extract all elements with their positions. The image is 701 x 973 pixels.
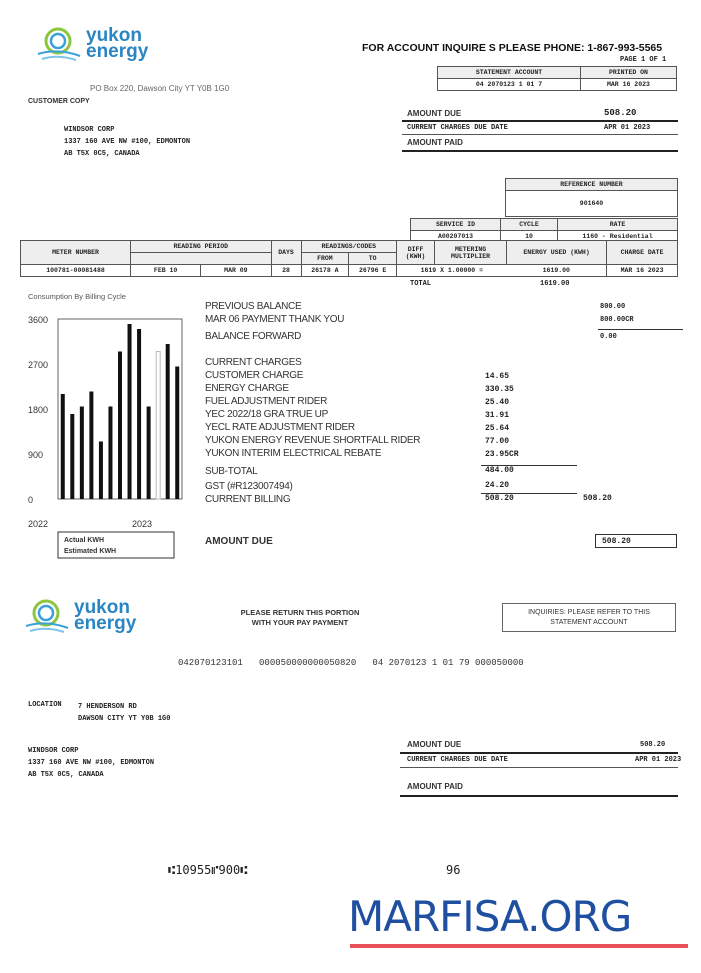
printed-on-header: PRINTED ON xyxy=(580,67,676,79)
readings-header: READINGS/CODES xyxy=(301,241,397,253)
customer-address-line: AB T5X 0C5, CANADA xyxy=(64,150,140,158)
charge-item-label: YECL RATE ADJUSTMENT RIDER xyxy=(205,422,355,433)
amount-due-label-2: AMOUNT DUE xyxy=(205,536,273,547)
multiplier-header: METERING MULTIPLIER xyxy=(435,241,507,265)
days: 28 xyxy=(271,265,301,277)
micr-number: 96 xyxy=(446,863,461,877)
diff-header: DIFF (KWH) xyxy=(397,241,435,265)
charge-item-amount: 14.65 xyxy=(485,372,510,381)
diff-multiplier: 1619 X 1.00000 = xyxy=(397,265,507,277)
y-tick-label: 900 xyxy=(28,450,44,460)
bar-actual xyxy=(61,394,65,499)
divider xyxy=(402,150,678,152)
bar-actual xyxy=(89,392,93,500)
total-label: TOTAL xyxy=(410,280,432,288)
y-tick-label: 1800 xyxy=(28,405,49,415)
reading-period-header: READING PERIOD xyxy=(131,241,272,253)
bar-actual xyxy=(137,329,141,499)
period-start: FEB 10 xyxy=(131,265,201,277)
charge-item-amount: 77.00 xyxy=(485,437,510,446)
current-billing-label: CURRENT BILLING xyxy=(205,494,291,505)
to-header: TO xyxy=(349,253,397,265)
customer-address-line: 1337 160 AVE NW #100, EDMONTON xyxy=(64,138,191,146)
bar-actual xyxy=(70,414,74,499)
bar-actual xyxy=(175,367,179,500)
reading-from: 26178 A xyxy=(301,265,349,277)
printed-on: MAR 16 2023 xyxy=(580,79,676,91)
customer-address xyxy=(64,124,190,160)
bar-actual xyxy=(108,407,112,500)
logo-text: yukon xyxy=(74,597,130,618)
subtotal-label: SUB-TOTAL xyxy=(205,466,258,477)
cycle: 10 xyxy=(501,231,558,243)
consumption-chart xyxy=(20,305,190,575)
previous-item-amount: 800.00CR xyxy=(600,316,634,324)
from-header: FROM xyxy=(301,253,349,265)
legend-entry: Estimated KWH xyxy=(64,548,117,555)
divider xyxy=(400,795,678,797)
bar-actual xyxy=(99,442,103,500)
energy-used: 1619.00 xyxy=(507,265,607,277)
charge-item-label: YUKON ENERGY REVENUE SHORTFALL RIDER xyxy=(205,435,421,446)
statement-table xyxy=(437,66,677,91)
logo-text: yukon xyxy=(86,25,142,46)
po-box: PO Box 220, Dawson City YT Y0B 1G0 xyxy=(90,84,230,93)
charge-item-amount: 330.35 xyxy=(485,385,514,394)
customer-name: WINDSOR CORP xyxy=(64,126,115,134)
period-end: MAR 09 xyxy=(201,265,271,277)
yukon-energy-logo xyxy=(36,26,148,62)
reference-table xyxy=(505,178,678,217)
previous-item-label: MAR 06 PAYMENT THANK YOU xyxy=(205,314,345,325)
meter-table xyxy=(20,240,678,277)
previous-item-amount: 0.00 xyxy=(600,333,617,341)
yukon-energy-logo-stub xyxy=(24,598,136,634)
location-address: 7 HENDERSON RD DAWSON CITY YT Y0B 1G0 xyxy=(78,703,171,723)
divider xyxy=(400,752,678,754)
return-notice: PLEASE RETURN THIS PORTION WITH YOUR PAY PAYMENT xyxy=(240,608,360,627)
y-tick-label: 2700 xyxy=(28,360,49,370)
due-date-stub: APR 01 2023 xyxy=(635,756,682,764)
charge-item-amount: 25.40 xyxy=(485,398,510,407)
due-date-label: CURRENT CHARGES DUE DATE xyxy=(407,124,508,132)
amount-due-label: AMOUNT DUE xyxy=(407,109,462,118)
service-id: A00207013 xyxy=(411,231,501,243)
charge-item-amount: 31.91 xyxy=(485,411,510,420)
logo-swirl-icon xyxy=(24,598,70,634)
current-charges-heading: CURRENT CHARGES xyxy=(205,357,302,368)
logo-swirl-icon xyxy=(36,26,82,62)
bar-actual xyxy=(80,407,84,500)
customer-copy-label: CUSTOMER COPY xyxy=(28,98,90,105)
amount-due-stub: 508.20 xyxy=(640,741,666,749)
service-id-header: SERVICE ID xyxy=(411,219,501,231)
statement-account: 04 2070123 1 01 7 xyxy=(438,79,581,91)
meter-number-header: METER NUMBER xyxy=(21,241,131,265)
previous-item-amount: 800.00 xyxy=(600,303,626,311)
reference-number: 901640 xyxy=(506,191,678,217)
charge-item-amount: 23.95CR xyxy=(485,450,519,459)
charge-item-label: YUKON INTERIM ELECTRICAL REBATE xyxy=(205,448,382,459)
page-number: PAGE 1 OF 1 xyxy=(620,56,667,64)
divider xyxy=(598,329,683,330)
charge-item-label: ENERGY CHARGE xyxy=(205,383,289,394)
amount-due: 508.20 xyxy=(604,108,637,118)
reading-to: 26796 E xyxy=(349,265,397,277)
gst-label: GST (#R123007494) xyxy=(205,481,293,492)
due-date: APR 01 2023 xyxy=(604,124,651,132)
scanline: 042070123101 000050000000050820 04 2070123 1 01 79 000050000 xyxy=(178,658,524,668)
chart-title: Consumption By Billing Cycle xyxy=(28,292,126,301)
bar-actual xyxy=(128,324,132,499)
gst-amount: 24.20 xyxy=(485,481,510,490)
total-kwh: 1619.00 xyxy=(540,280,570,288)
divider xyxy=(402,120,678,122)
days-header: DAYS xyxy=(271,241,301,265)
watermark-underline xyxy=(350,944,688,948)
charges-section xyxy=(205,301,685,551)
amount-paid-label-stub: AMOUNT PAID xyxy=(407,782,463,791)
statement-account-header: STATEMENT ACCOUNT xyxy=(438,67,581,79)
due-date-label-stub: CURRENT CHARGES DUE DATE xyxy=(407,756,508,764)
watermark: MARFISA.ORG xyxy=(348,892,632,941)
divider xyxy=(400,767,678,768)
charge-date-header: CHARGE DATE xyxy=(607,241,678,265)
y-tick-label: 0 xyxy=(28,495,34,505)
amount-due-label-stub: AMOUNT DUE xyxy=(407,740,462,749)
phone-line: FOR ACCOUNT INQUIRE S PLEASE PHONE: 1-867-993-5565 xyxy=(362,42,663,54)
previous-item-label: PREVIOUS BALANCE xyxy=(205,301,302,312)
x-label: 2022 xyxy=(28,519,49,529)
bar-actual xyxy=(118,352,122,500)
charge-item-label: FUEL ADJUSTMENT RIDER xyxy=(205,396,328,407)
y-tick-label: 3600 xyxy=(28,315,49,325)
inquiry-box: INQUIRIES: PLEASE REFER TO THIS STATEMENT ACCOUNT xyxy=(502,603,676,632)
micr-line: ⑆10955⑈900⑆ xyxy=(168,863,248,877)
bar-actual xyxy=(147,407,151,500)
cycle-header: CYCLE xyxy=(501,219,558,231)
charge-item-label: CUSTOMER CHARGE xyxy=(205,370,304,381)
logo-text: energy xyxy=(86,41,149,62)
rate: 1160 - Residential xyxy=(558,231,678,243)
bar-estimated xyxy=(156,352,160,500)
reference-number-header: REFERENCE NUMBER xyxy=(506,179,678,191)
charge-item-amount: 25.64 xyxy=(485,424,510,433)
customer-address-stub: WINDSOR CORP 1337 160 AVE NW #100, EDMONTON AB T5X 0C5, CANADA xyxy=(28,747,155,779)
location-label: LOCATION xyxy=(28,701,62,709)
charge-item-label: YEC 2022/18 GRA TRUE UP xyxy=(205,409,328,420)
current-billing-total: 508.20 xyxy=(583,494,612,503)
logo-text: energy xyxy=(74,613,137,634)
energy-used-header: ENERGY USED (KWH) xyxy=(507,241,607,265)
reading-period-subheader xyxy=(131,253,272,265)
amount-paid-label: AMOUNT PAID xyxy=(407,138,463,147)
amount-due-box: 508.20 xyxy=(595,534,677,548)
current-billing-amount: 508.20 xyxy=(485,494,514,503)
divider xyxy=(402,134,678,135)
subtotal-amount: 484.00 xyxy=(485,466,514,475)
charge-date: MAR 16 2023 xyxy=(607,265,678,277)
bar-actual xyxy=(166,344,170,499)
rate-header: RATE xyxy=(558,219,678,231)
legend-entry: Actual KWH xyxy=(64,537,105,544)
x-label: 2023 xyxy=(132,519,153,529)
meter-number: 100781-00081488 xyxy=(21,265,131,277)
previous-item-label: BALANCE FORWARD xyxy=(205,331,302,342)
